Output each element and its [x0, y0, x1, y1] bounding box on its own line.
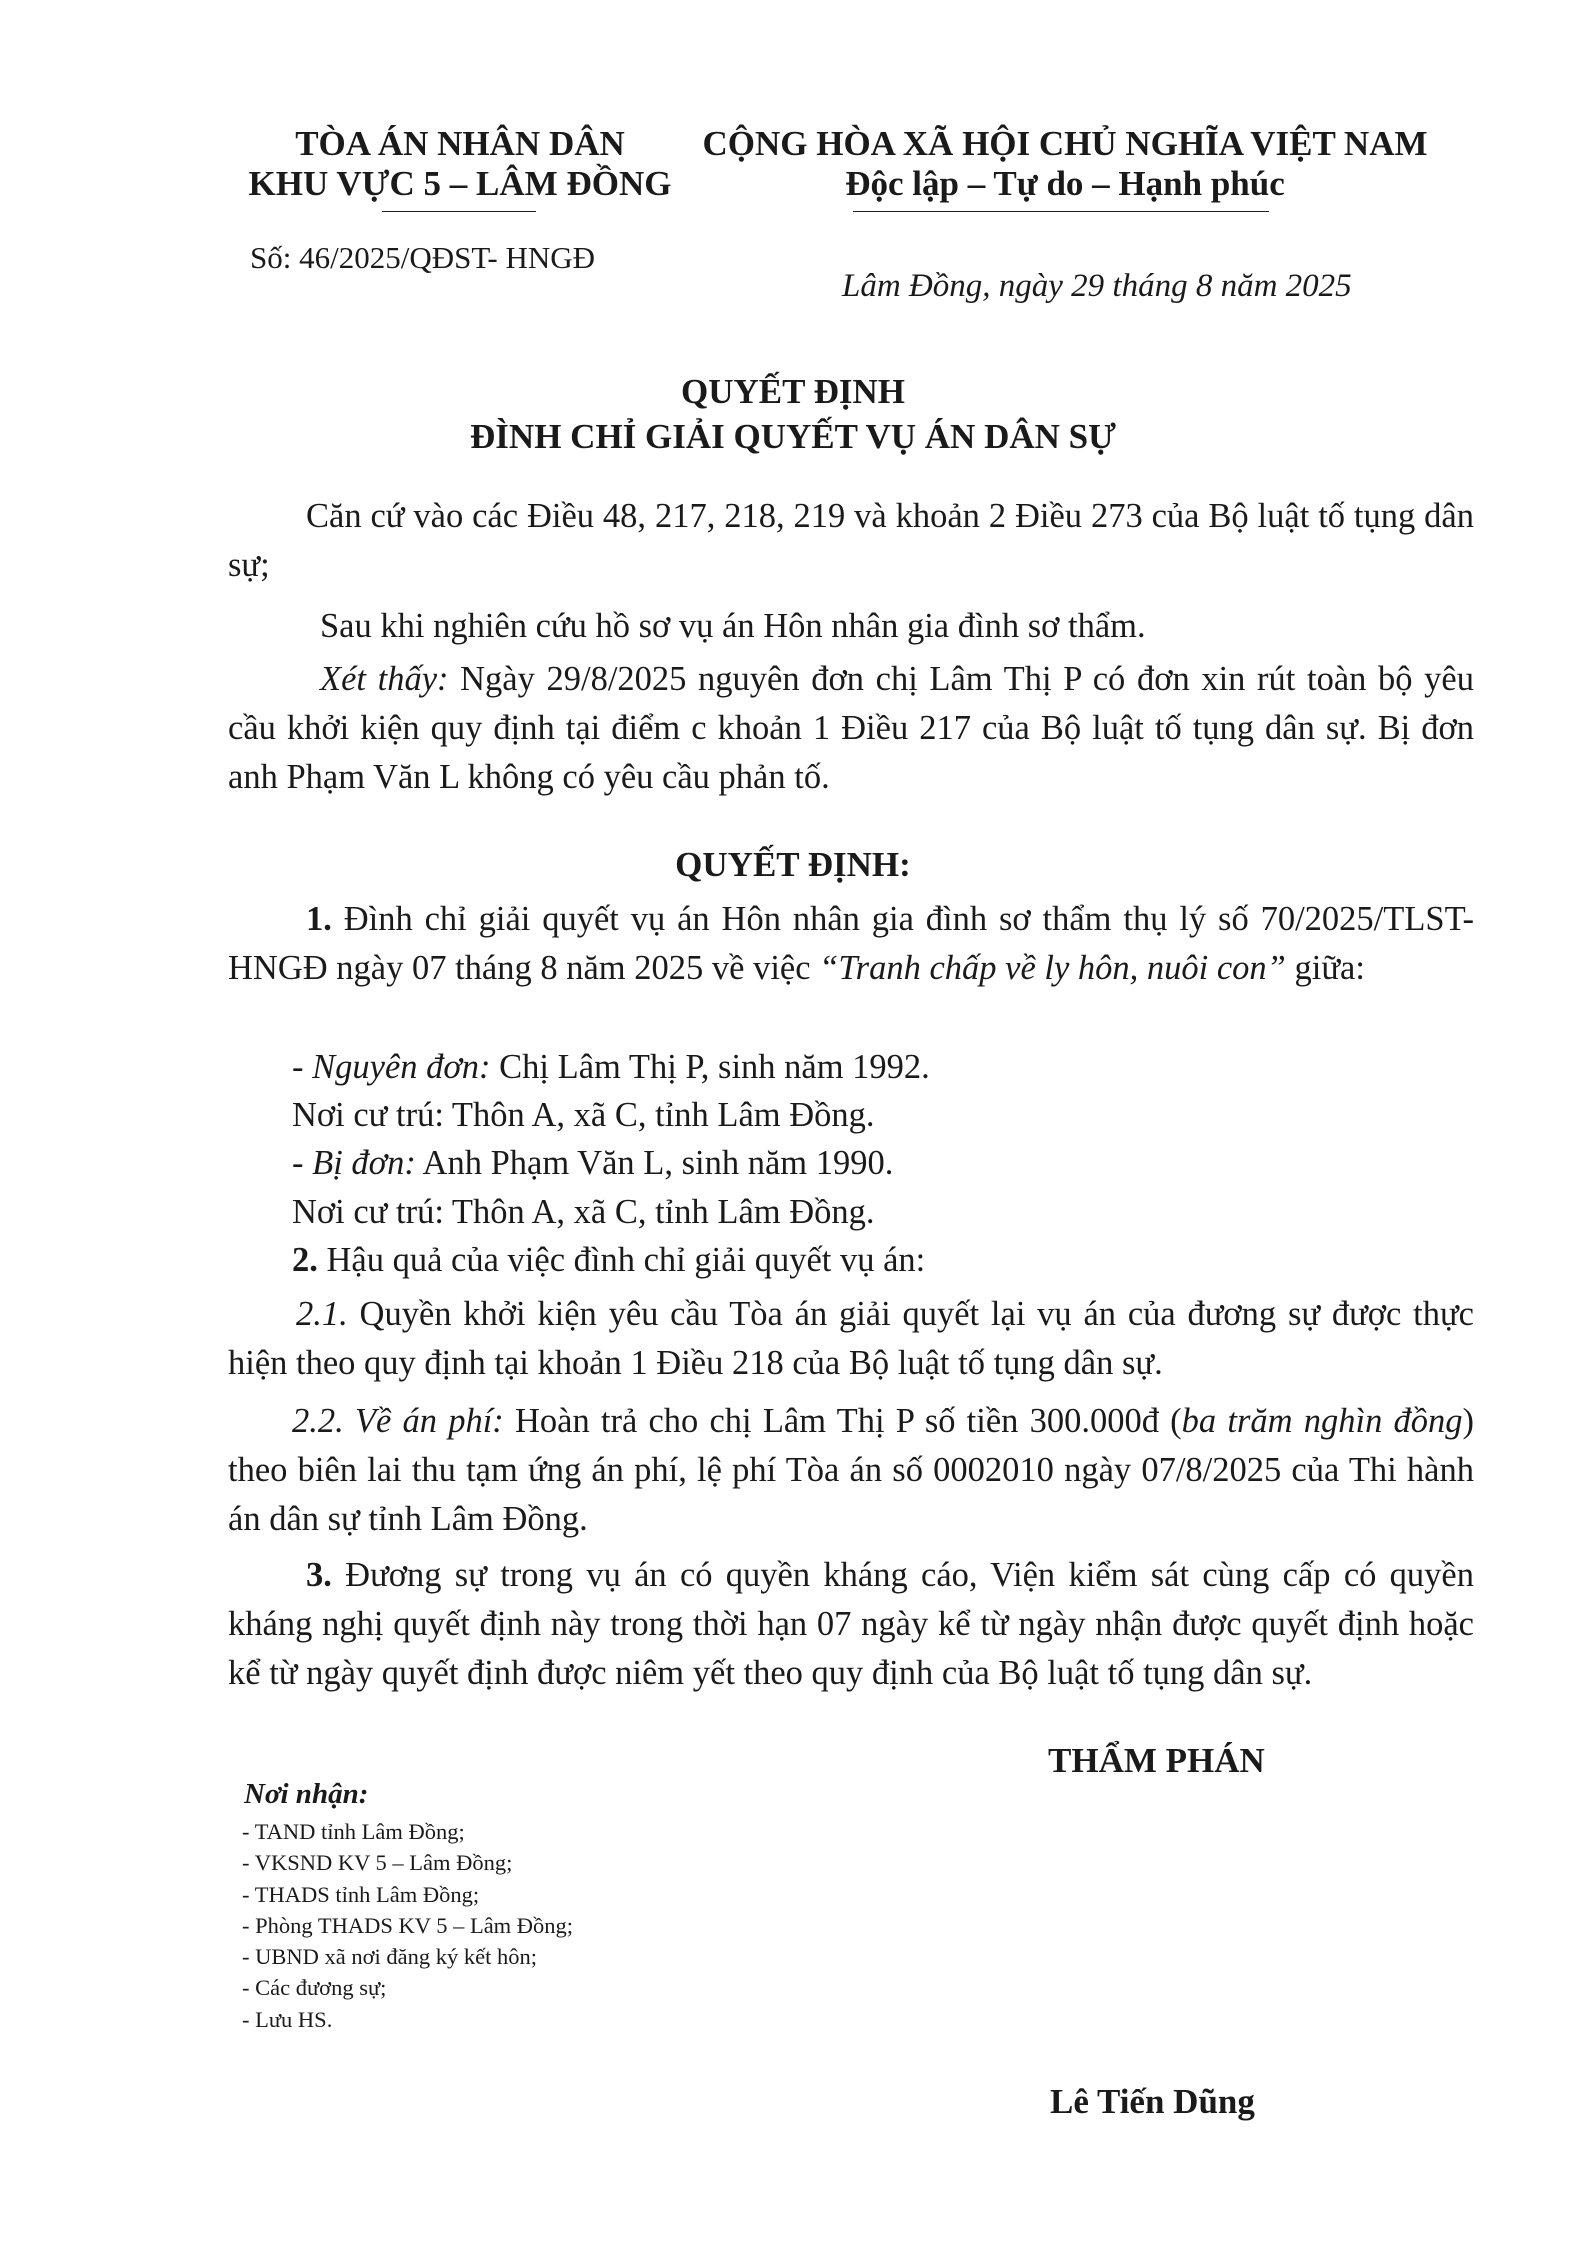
court-name: TÒA ÁN NHÂN DÂN	[295, 124, 625, 163]
court-name-block	[210, 124, 710, 204]
recipient-item: - TAND tỉnh Lâm Đồng;	[242, 1819, 465, 1844]
item-3-text: Đương sự trong vụ án có quyền kháng cáo, Viện kiểm sát cùng cấp có quyền kháng nghị quyết định này trong thời hạn 07 ngày kể từ ngày nhận được quyết định hoặc kể từ ngày quyết định được niêm yết theo quy định của Bộ luật tố tụng dân sự.	[228, 1556, 1474, 1692]
national-motto: Độc lập – Tự do – Hạnh phúc	[845, 164, 1285, 203]
item-1-number: 1.	[306, 900, 332, 938]
defendant-dash: -	[292, 1144, 313, 1182]
recipient-item: - Phòng THADS KV 5 – Lâm Đồng;	[242, 1912, 574, 1938]
plaintiff-text: Chị Lâm Thị P, sinh năm 1992.	[490, 1048, 930, 1086]
judge-title: THẨM PHÁN	[1048, 1741, 1265, 1780]
case-review-paragraph: Sau khi nghiên cứu hồ sơ vụ án Hôn nhân gia đình sơ thẩm.	[320, 607, 1146, 645]
item-2-1-number: 2.1.	[296, 1295, 348, 1333]
recipient-item: - Các đương sự;	[242, 1975, 387, 2001]
recipients-list	[242, 1816, 573, 2035]
recipient-item: - THADS tỉnh Lâm Đồng;	[242, 1881, 480, 1907]
decision-item-2-2	[228, 1397, 1474, 1544]
item-2-2-label: 2.2. Về án phí:	[292, 1402, 504, 1440]
legal-basis-paragraph: Căn cứ vào các Điều 48, 217, 218, 219 và khoản 2 Điều 273 của Bộ luật tố tụng dân sự;	[228, 497, 1474, 584]
plaintiff-dash: -	[292, 1048, 313, 1086]
recipients-title: Nơi nhận:	[244, 1778, 369, 1810]
court-region: KHU VỰC 5 – LÂM ĐỒNG	[248, 164, 672, 203]
item-3-number: 3.	[306, 1556, 332, 1594]
document-title: QUYẾT ĐỊNH	[681, 372, 905, 411]
decision-item-2-1	[228, 1290, 1474, 1388]
item-2-number: 2.	[292, 1241, 318, 1279]
defendant-line	[292, 1139, 893, 1188]
plaintiff-line	[292, 1043, 930, 1092]
plaintiff-address: Nơi cư trú: Thôn A, xã C, tỉnh Lâm Đồng.	[292, 1096, 875, 1134]
recipient-item: - UBND xã nơi đăng ký kết hôn;	[242, 1944, 537, 1970]
country-name: CỘNG HÒA XÃ HỘI CHỦ NGHĨA VIỆT NAM	[702, 124, 1428, 163]
item-2-2-text-a: Hoàn trả cho chị Lâm Thị P số tiền 300.000đ (	[503, 1402, 1182, 1440]
decision-item-1	[228, 895, 1474, 993]
decision-item-2	[292, 1236, 925, 1285]
decision-heading: QUYẾT ĐỊNH:	[675, 845, 911, 884]
defendant-address: Nơi cư trú: Thôn A, xã C, tỉnh Lâm Đồng.	[292, 1193, 875, 1231]
item-1-case-subject: “Tranh chấp về ly hôn, nuôi con”	[819, 949, 1286, 987]
item-2-1-text: Quyền khởi kiện yêu cầu Tòa án giải quyết lại vụ án của đương sự được thực hiện theo quy định tại khoản 1 Điều 218 của Bộ luật tố tụng dân sự.	[228, 1295, 1474, 1382]
recipient-item: - VKSND KV 5 – Lâm Đồng;	[242, 1850, 513, 1876]
item-2-2-amount-words: ba trăm nghìn đồng	[1181, 1402, 1463, 1440]
item-2-2-text-b: ) theo biên lai thu tạm ứng án phí, lệ phí Tòa án số 0002010 ngày 07/8/2025 của Thi hành án dân sự tỉnh Lâm Đồng.	[228, 1402, 1475, 1538]
court-underline	[382, 211, 536, 212]
considering-text: Ngày 29/8/2025 nguyên đơn chị Lâm Thị P có đơn xin rút toàn bộ yêu cầu khởi kiện quy định tại điểm c khoản 1 Điều 217 của Bộ luật tố tụng dân sự. Bị đơn anh Phạm Văn L không có yêu cầu phản tố.	[228, 660, 1474, 796]
considering-paragraph	[228, 655, 1474, 802]
decision-item-3	[228, 1551, 1474, 1698]
item-2-text: Hậu quả của việc đình chỉ giải quyết vụ án:	[317, 1241, 926, 1279]
defendant-text: Anh Phạm Văn L, sinh năm 1990.	[415, 1144, 894, 1182]
document-subtitle: ĐÌNH CHỈ GIẢI QUYẾT VỤ ÁN DÂN SỰ	[470, 417, 1116, 456]
defendant-label: Bị đơn:	[312, 1144, 416, 1182]
plaintiff-label: Nguyên đơn:	[312, 1048, 491, 1086]
national-motto-block	[690, 124, 1440, 204]
item-1-text: Đình chỉ giải quyết vụ án Hôn nhân gia đình sơ thẩm thụ lý số 70/2025/TLST- HNGĐ ngày 07 tháng 8 năm 2025 về việc	[228, 900, 1474, 987]
place-and-date: Lâm Đồng, ngày 29 tháng 8 năm 2025	[842, 268, 1352, 304]
judge-name: Lê Tiến Dũng	[1050, 2082, 1255, 2121]
item-1-tail: giữa:	[1285, 949, 1365, 987]
motto-underline	[853, 211, 1269, 212]
document-number: Số: 46/2025/QĐST- HNGĐ	[250, 240, 596, 275]
considering-label: Xét thấy:	[320, 660, 449, 698]
recipient-item: - Lưu HS.	[242, 2006, 333, 2032]
